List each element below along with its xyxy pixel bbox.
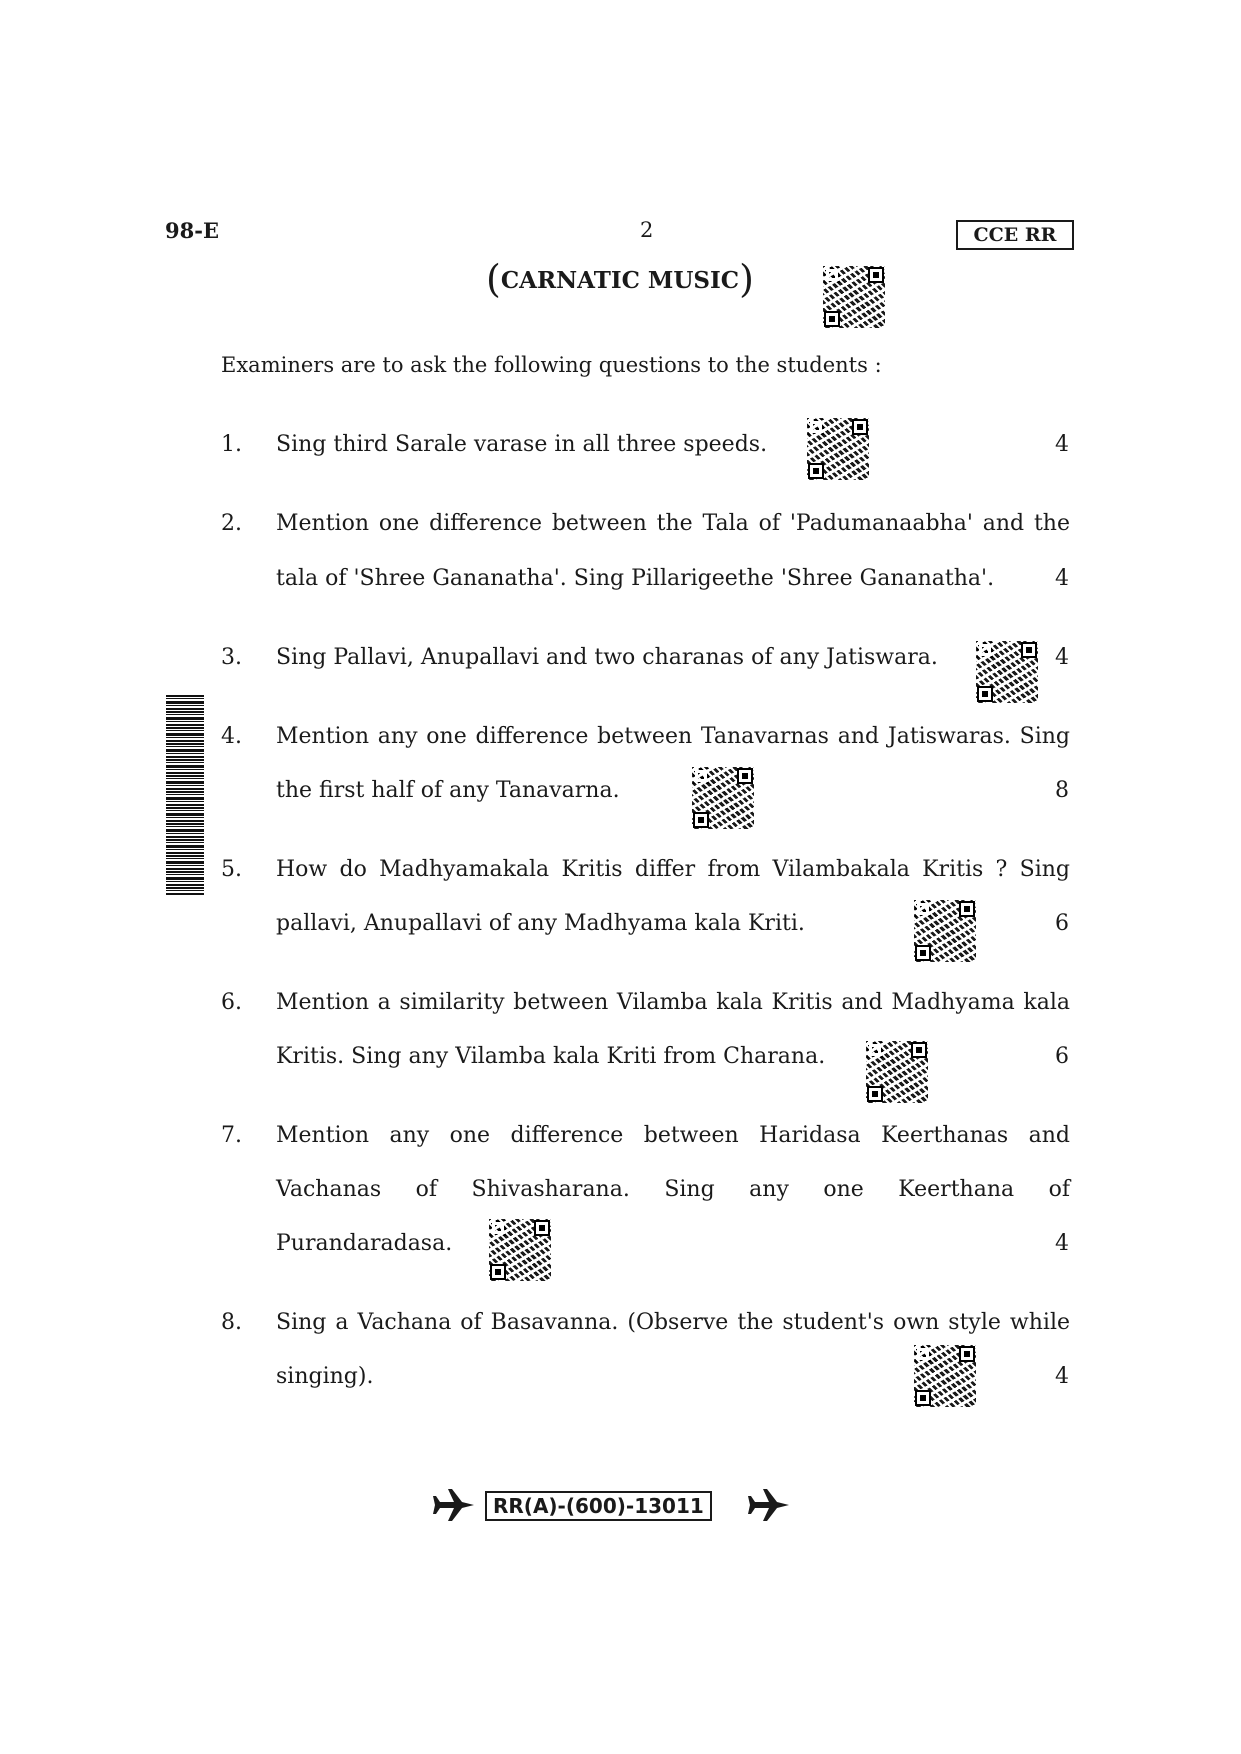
airplane-right-icon: [747, 1487, 791, 1529]
question-text: pallavi, Anupallavi of any Madhyama kala Kriti.: [276, 911, 805, 936]
question-text: singing).: [276, 1364, 374, 1389]
question-text: Mention any one difference between Haridasa Keerthanas and: [276, 1123, 1070, 1148]
question-marks: 6: [1055, 911, 1069, 936]
question-number: 7.: [221, 1123, 242, 1148]
question-marks: 6: [1055, 1044, 1069, 1069]
airplane-left-icon: [432, 1487, 476, 1529]
question-text: Sing third Sarale varase in all three speeds.: [276, 432, 768, 457]
series-badge: CCE RR: [956, 220, 1074, 250]
question-number: 6.: [221, 990, 242, 1015]
title-qr-code-icon: [823, 266, 885, 328]
question-marks: 4: [1055, 432, 1069, 457]
question-number: 5.: [221, 857, 242, 882]
question-text: Purandaradasa.: [276, 1231, 453, 1256]
question-qr-code-icon: [914, 1345, 976, 1407]
question-number: 4.: [221, 724, 242, 749]
paper-code: 98-E: [165, 218, 219, 243]
page-number: 2: [640, 218, 654, 242]
question-qr-code-icon: [489, 1219, 551, 1281]
question-text: Sing a Vachana of Basavanna. (Observe the student's own style while: [276, 1310, 1070, 1335]
question-marks: 4: [1055, 1364, 1069, 1389]
question-text: Sing Pallavi, Anupallavi and two charanas of any Jatiswara.: [276, 645, 938, 670]
question-qr-code-icon: [914, 900, 976, 962]
question-qr-code-icon: [692, 767, 754, 829]
question-text: Mention a similarity between Vilamba kala Kritis and Madhyama kala: [276, 990, 1070, 1015]
question-text: the first half of any Tanavarna.: [276, 778, 620, 803]
question-qr-code-icon: [866, 1041, 928, 1103]
barcode-icon: [166, 695, 204, 895]
question-text: tala of 'Shree Gananatha'. Sing Pillarigeethe 'Shree Gananatha'.: [276, 566, 995, 591]
page-title: (CARNATIC MUSIC): [486, 257, 754, 301]
question-marks: 8: [1055, 778, 1069, 803]
paper-code-footer: RR(A)-(600)-13011: [485, 1491, 712, 1521]
question-marks: 4: [1055, 1231, 1069, 1256]
question-text: How do Madhyamakala Kritis differ from Vilambakala Kritis ? Sing: [276, 857, 1070, 882]
question-number: 1.: [221, 432, 242, 457]
page-title-text: CARNATIC MUSIC: [500, 267, 740, 294]
instructions-text: Examiners are to ask the following questions to the students :: [221, 353, 882, 377]
question-marks: 4: [1055, 566, 1069, 591]
question-text: Mention any one difference between Tanavarnas and Jatiswaras. Sing: [276, 724, 1070, 749]
question-marks: 4: [1055, 645, 1069, 670]
question-number: 8.: [221, 1310, 242, 1335]
question-number: 3.: [221, 645, 242, 670]
question-text: Mention one difference between the Tala of 'Padumanaabha' and the: [276, 511, 1070, 536]
question-text: Kritis. Sing any Vilamba kala Kriti from Charana.: [276, 1044, 826, 1069]
question-number: 2.: [221, 511, 242, 536]
question-text: Vachanas of Shivasharana. Sing any one Keerthana of: [276, 1177, 1070, 1202]
question-qr-code-icon: [807, 418, 869, 480]
